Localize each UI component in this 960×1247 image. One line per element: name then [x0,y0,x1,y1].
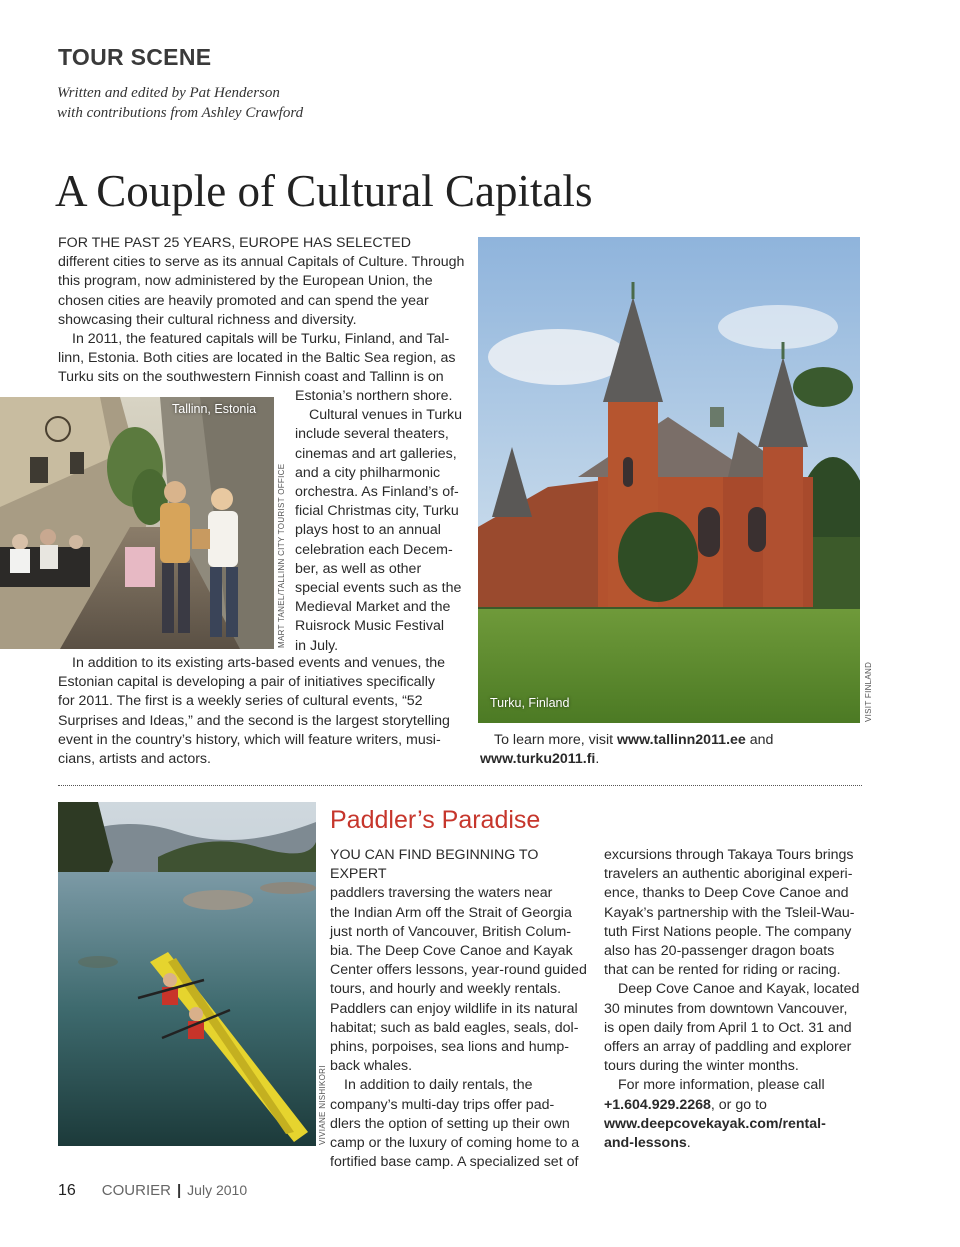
text-line: Deep Cove Canoe and Kayak, located [618,981,860,998]
tallinn-link[interactable]: www.tallinn2011.ee [617,732,746,748]
text-line: cinemas and art galleries, [295,445,457,462]
magazine-name: COURIER [101,1182,171,1199]
text-line: cians, artists and actors. [58,751,211,768]
text-line: celebration each Decem- [295,541,453,558]
photo-caption: Tallinn, Estonia [172,402,257,416]
phone-number[interactable]: +1.604.929.2268 [604,1096,711,1113]
text-line: Center offers lessons, year-round guided [330,962,587,979]
footer-separator: | [176,1182,182,1199]
section-divider [58,785,862,786]
text-line: just north of Vancouver, British Colum- [330,923,572,940]
article2-column-2 [604,846,866,1153]
photo-credit: MART TANEL/TALLINN CITY TOURIST OFFICE [277,463,286,648]
turku-link[interactable]: www.turku2011.fi [480,751,596,768]
text-line: this program, now administered by the European Union, the [58,273,433,290]
byline [57,83,457,123]
text-line: linn, Estonia. Both cities are located in the Baltic Sea region, as [58,350,456,367]
text-line: that can be rented for riding or racing. [604,962,841,979]
text-line: Ruisrock Music Festival [295,618,444,635]
text-line: dlers the option of setting up their own [330,1115,570,1132]
text-line: chosen cities are heavily promoted and can spend the year [58,292,429,309]
text-line: showcasing their cultural richness and diversity. [58,311,357,328]
or-go-to: , or go to [710,1096,767,1113]
text-line: Medieval Market and the [295,599,451,616]
text-line: For more information, please call [618,1077,825,1094]
article-headline: A Couple of Cultural Capitals [55,166,593,216]
text-line: Estonia’s northern shore. [295,388,453,404]
text-line: travelers an authentic aboriginal experi- [604,866,853,883]
text-line: bia. The Deep Cove Canoe and Kayak [330,943,573,960]
text-line: plays host to an annual [295,522,441,539]
text-line: also has 20-passenger dragon boats [604,943,835,960]
turku-photo [478,237,860,723]
text-line: and a city philharmonic [295,464,441,481]
article-headline: Paddler’s Paradise [330,806,541,834]
text-line: In addition to its existing arts-based events and venues, the [72,655,446,671]
learn-more-prefix: To learn more, visit [494,732,617,748]
text-line: include several theaters, [295,426,449,443]
page-number: 16 [58,1182,76,1199]
text-line: Kayak’s partnership with the Tsleil-Wau- [604,904,855,921]
text-line: Surprises and Ideas,” and the second is the largest storytelling [58,712,450,729]
article-intro [58,234,468,388]
text-line: Estonian capital is developing a pair of initiatives specifically [58,674,435,691]
url-end: . [686,1135,691,1152]
learn-more [480,731,840,769]
article2-column-1 [330,846,592,1172]
text-line: habitat; such as bald eagles, seals, dol- [330,1019,579,1036]
text-line: offers an array of paddling and explorer [604,1039,852,1056]
article-wrap-text [295,387,470,656]
text-line: Paddlers can enjoy wildlife in its natural [330,1000,578,1017]
byline-contributor: with contributions from Ashley Crawford [57,105,304,121]
text-line: orchestra. As Finland’s of- [295,484,459,501]
text-line: ber, as well as other [295,560,422,577]
text-line: company’s multi-day trips offer pad- [330,1096,555,1113]
text-line: in July. [295,637,339,654]
learn-more-and: and [745,732,774,748]
text-line: the Indian Arm off the Strait of Georgia [330,904,572,921]
text-line: In addition to daily rentals, the [344,1077,533,1094]
text-line: for 2011. The first is a weekly series of cultural events, “52 [58,693,423,710]
deepcove-link-continued[interactable]: and-lessons [604,1135,687,1152]
text-line: fortified base camp. A specialized set of [330,1154,579,1171]
photo-credit: VISIT FINLAND [864,661,873,722]
text-line: tuth First Nations people. The company [604,923,852,940]
text-line: Cultural venues in Turku [309,407,462,424]
issue-date: July 2010 [187,1182,248,1198]
text-line: camp or the luxury of coming home to a [330,1135,580,1152]
learn-more-end: . [595,751,600,768]
text-line: ficial Christmas city, Turku [295,503,459,520]
text-line: paddlers traversing the waters near [330,885,553,902]
text-line: FOR THE PAST 25 YEARS, EUROPE HAS SELECTED [58,235,411,251]
text-line: Turku sits on the southwestern Finnish coast and Tallinn is on [58,369,444,386]
text-line: tours during the winter months. [604,1058,799,1075]
kayak-photo [58,802,316,1146]
section-label: TOUR SCENE [58,44,212,70]
text-line: In 2011, the featured capitals will be Turku, Finland, and Tal- [72,331,450,348]
text-line: special events such as the [295,580,462,597]
tallinn-photo [0,397,274,649]
photo-credit: VIVIANE NISHIKORI [318,1065,327,1145]
article-closing [58,654,468,769]
text-line: tours, and hourly and weekly rentals. [330,981,562,998]
text-line: is open daily from April 1 to Oct. 31 and [604,1019,852,1036]
deepcove-link[interactable]: www.deepcovekayak.com/rental- [604,1115,826,1132]
text-line: ence, thanks to Deep Cove Canoe and [604,885,849,902]
text-line: YOU CAN FIND BEGINNING TO EXPERT [330,847,539,883]
text-line: different cities to serve as its annual Capitals of Culture. Through [58,254,465,271]
text-line: 30 minutes from downtown Vancouver, [604,1000,848,1017]
text-line: back whales. [330,1058,413,1075]
text-line: phins, porpoises, sea lions and hump- [330,1039,569,1056]
text-line: event in the country’s history, which will feature writers, musi- [58,731,441,748]
byline-author: Written and edited by Pat Henderson [57,85,280,101]
text-line: excursions through Takaya Tours brings [604,847,854,863]
photo-caption: Turku, Finland [490,696,570,710]
page-footer [58,1182,247,1200]
